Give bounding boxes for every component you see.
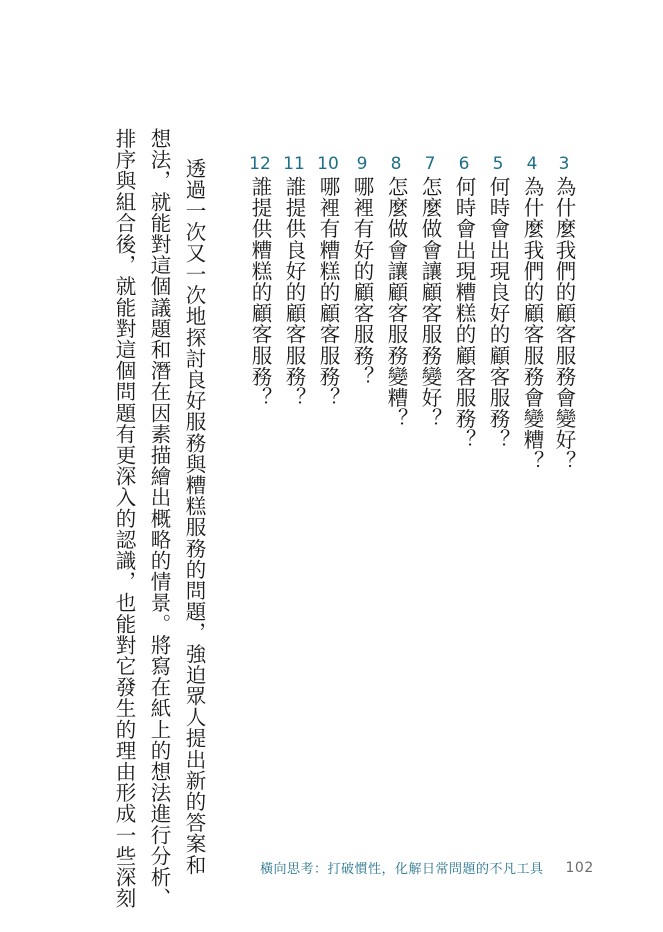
question-item-4 bbox=[517, 154, 547, 471]
question-number: 3 bbox=[558, 154, 570, 174]
question-text: 哪裡有糟糕的顧客服務？ bbox=[316, 176, 340, 409]
question-item-11 bbox=[279, 154, 309, 408]
question-number: 11 bbox=[283, 154, 305, 174]
question-number: 4 bbox=[526, 154, 538, 174]
paragraph-line-1: 透過一次又一次地探討良好服務與糟糕服務的問題，強迫眾人提出新的答案和 bbox=[182, 158, 206, 876]
question-text: 何時會出現糟糕的顧客服務？ bbox=[452, 176, 476, 451]
page-footer bbox=[260, 858, 594, 877]
question-item-6 bbox=[449, 154, 479, 450]
question-text: 誰提供糟糕的顧客服務？ bbox=[248, 176, 272, 409]
paragraph-line-3: 排序與組合後，就能對這個問題有更深入的認識，也能對它發生的理由形成一些深刻 bbox=[112, 128, 136, 909]
question-item-8 bbox=[381, 154, 411, 429]
running-book-title: 橫向思考：打破慣性，化解日常問題的不凡工具 bbox=[260, 862, 544, 877]
question-item-3 bbox=[549, 154, 579, 471]
question-number: 5 bbox=[492, 154, 504, 174]
question-text: 怎麼做會讓顧客服務變好？ bbox=[418, 176, 442, 430]
question-text: 誰提供良好的顧客服務？ bbox=[282, 176, 306, 409]
question-number: 9 bbox=[356, 154, 368, 174]
question-text: 為什麼我們的顧客服務會變糟？ bbox=[520, 176, 544, 472]
question-item-10 bbox=[313, 154, 343, 408]
question-item-5 bbox=[483, 154, 513, 450]
question-number: 12 bbox=[249, 154, 271, 174]
paragraph-line-2: 想法，就能對這個議題和潛在因素描繪出概略的情景。將寫在紙上的想法進行分析、 bbox=[147, 128, 171, 909]
question-text: 怎麼做會讓顧客服務變糟？ bbox=[384, 176, 408, 430]
question-number: 8 bbox=[390, 154, 402, 174]
page-number: 102 bbox=[565, 859, 594, 876]
question-item-9 bbox=[347, 154, 377, 387]
question-number: 7 bbox=[424, 154, 436, 174]
question-number: 10 bbox=[317, 154, 339, 174]
question-text: 為什麼我們的顧客服務會變好？ bbox=[552, 176, 576, 472]
question-item-7 bbox=[415, 154, 445, 429]
question-text: 哪裡有好的顧客服務？ bbox=[350, 176, 374, 387]
question-text: 何時會出現良好的顧客服務？ bbox=[486, 176, 510, 451]
question-number: 6 bbox=[458, 154, 470, 174]
question-item-12 bbox=[245, 154, 275, 408]
